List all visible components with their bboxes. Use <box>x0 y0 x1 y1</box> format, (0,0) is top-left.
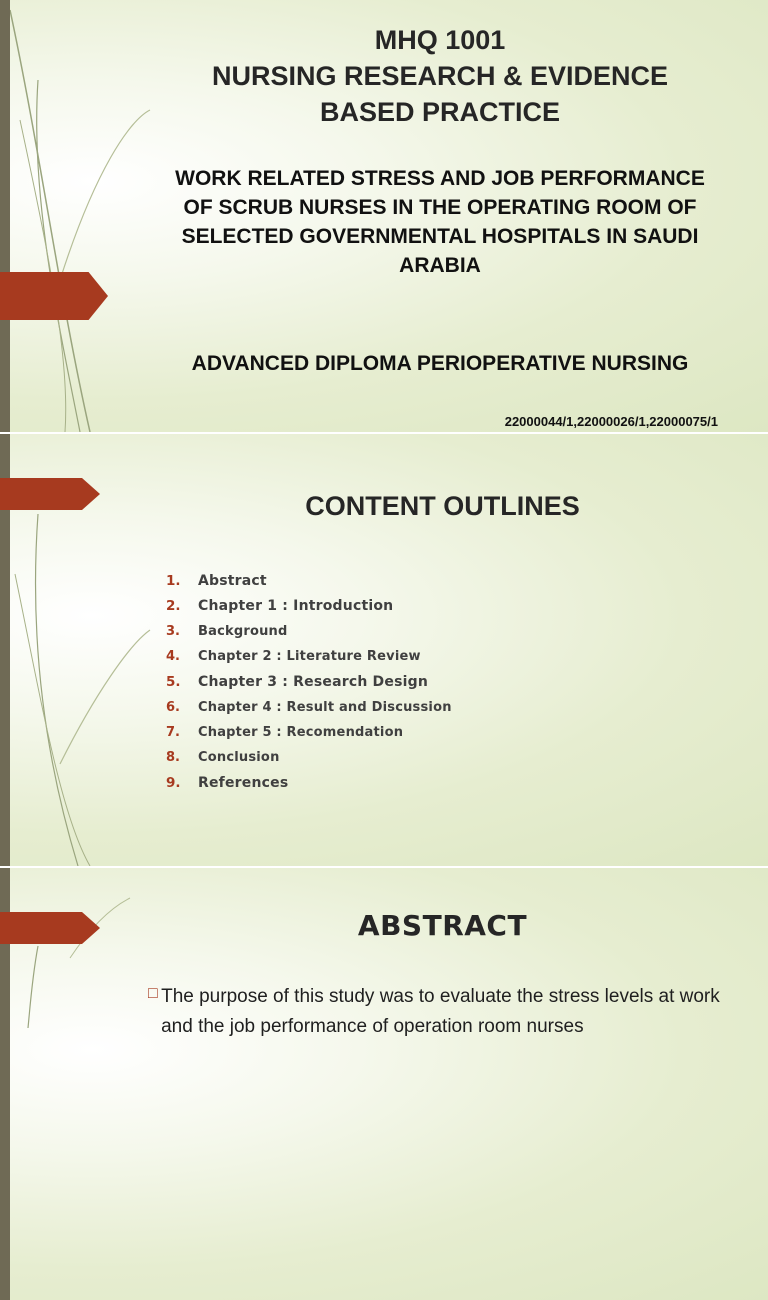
item-label: Abstract <box>198 572 267 589</box>
item-label: Chapter 2 : Literature Review <box>198 649 421 665</box>
accent-arrow-tab <box>0 272 108 320</box>
item-number: 8. <box>166 750 180 766</box>
outline-item <box>166 669 452 694</box>
item-number: 1. <box>166 572 181 589</box>
accent-arrow-tab <box>0 478 100 510</box>
diploma-title: ADVANCED DIPLOMA PERIOPERATIVE NURSING <box>191 352 689 375</box>
outline-item <box>166 568 452 593</box>
item-number: 6. <box>166 699 180 715</box>
outline-title: CONTENT OUTLINES <box>305 491 580 521</box>
outline-item <box>166 720 452 745</box>
item-label: Chapter 1 : Introduction <box>198 597 394 614</box>
item-label: Chapter 3 : Research Design <box>198 673 428 690</box>
item-label: Chapter 5 : Recomendation <box>198 724 404 740</box>
outline-item <box>166 694 452 719</box>
item-number: 4. <box>166 649 180 665</box>
square-bullet-icon: □ <box>148 985 158 1002</box>
item-number: 7. <box>166 724 180 740</box>
student-ids: 22000044/1,22000026/1,22000075/1 <box>504 414 718 429</box>
decorative-curves <box>0 868 160 1028</box>
item-number: 9. <box>166 775 181 792</box>
item-number: 2. <box>166 597 181 614</box>
abstract-text: The purpose of this study was to evaluate the stress levels at work and the job performance of operation room nurses <box>161 986 720 1037</box>
item-label: Chapter 4 : Result and Discussion <box>198 699 452 715</box>
abstract-title: ABSTRACT <box>357 909 528 942</box>
course-heading <box>110 22 768 130</box>
outline-item <box>166 644 452 669</box>
outline-item <box>166 770 452 795</box>
item-label: Conclusion <box>198 750 280 766</box>
course-title-line1: NURSING RESEARCH & EVIDENCE <box>211 61 669 91</box>
item-number: 5. <box>166 673 181 690</box>
abstract-slide <box>0 868 768 1300</box>
outline-slide <box>0 434 768 866</box>
outline-list <box>166 568 452 796</box>
sidebar-stripe <box>0 0 10 432</box>
outline-item <box>166 593 452 618</box>
title-slide <box>0 0 768 432</box>
accent-arrow-tab <box>0 912 100 944</box>
outline-item <box>166 619 452 644</box>
item-number: 3. <box>166 623 180 639</box>
outline-item <box>166 745 452 770</box>
item-label: References <box>198 775 289 792</box>
course-code: MHQ 1001 <box>374 25 506 55</box>
research-topic: WORK RELATED STRESS AND JOB PERFORMANCE OF SCRUB NURSES IN THE OPERATING ROOM OF SELECTED GOVERNMENTAL HOSPITALS IN SAUDI ARABIA <box>175 167 705 277</box>
abstract-bullet <box>148 982 748 1042</box>
course-title-line2: BASED PRACTICE <box>319 97 561 127</box>
item-label: Background <box>198 623 288 639</box>
